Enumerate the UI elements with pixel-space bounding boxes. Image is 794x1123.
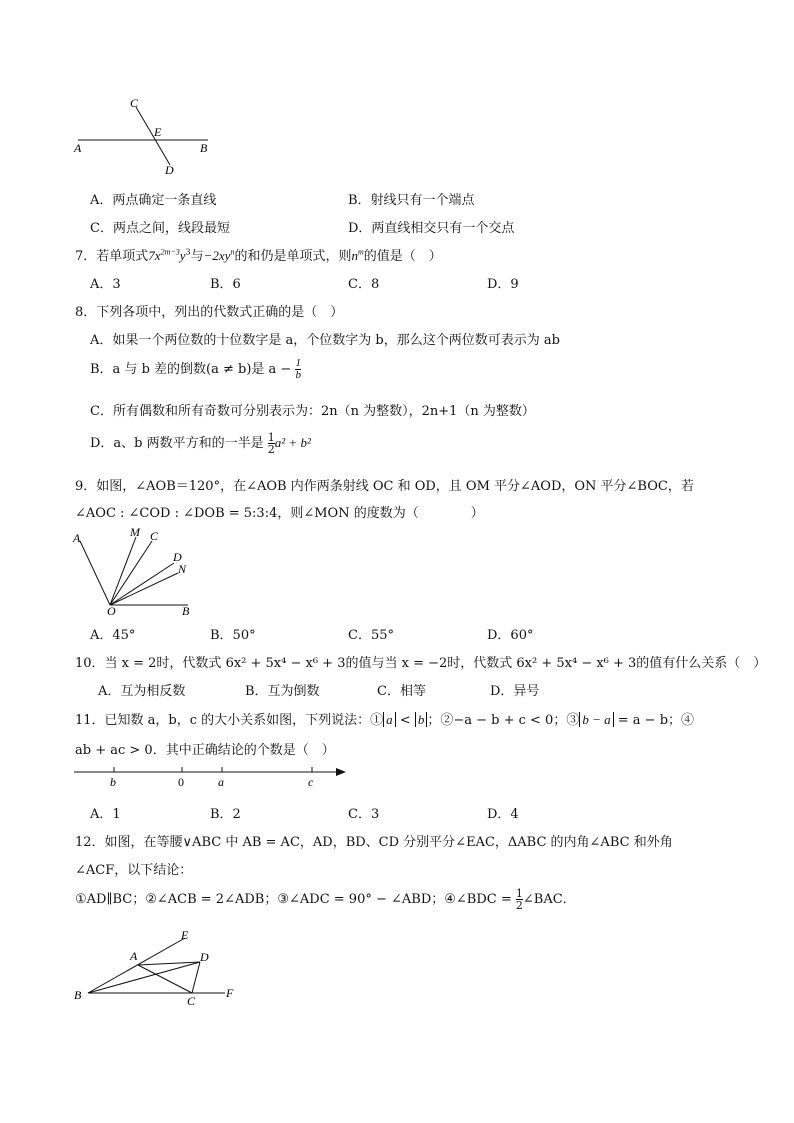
- q6-option-c: C．两点之间，线段最短: [90, 221, 230, 236]
- q7-option-d: D．9: [487, 277, 519, 292]
- figure-number-line: [70, 760, 355, 790]
- q9-option-c: C．55°: [348, 628, 394, 643]
- label-d: D: [165, 163, 174, 177]
- q10-stem: 10．当 x = 2时，代数式 6x² + 5x⁴ − x⁶ + 3的值与当 x = −2时，代数式 6x² + 5x⁴ − x⁶ + 3的值有什么关系（ ）: [75, 656, 767, 671]
- label-c: C: [187, 994, 196, 1008]
- q8-option-b: B．a 与 b 差的倒数(a ≠ b)是 a − $\frac{1}{b}$: [90, 357, 301, 381]
- q11-stem-line2: ab + ac > 0．其中正确结论的个数是（ ）: [75, 743, 335, 758]
- q7-option-c: C．8: [348, 277, 380, 292]
- q10-option-c: C．相等: [377, 684, 426, 699]
- q9-option-b: B．50°: [210, 628, 256, 643]
- q7-option-b: B．6: [210, 277, 241, 292]
- q8-d-fraction: $\frac{1}{2}$: [267, 431, 275, 456]
- q11-option-b: B．2: [210, 807, 241, 822]
- figure-angle-rays: [70, 525, 200, 617]
- q12-stem-line3: ①AD∥BC；②∠ACB = 2∠ADB；③∠ADC = 90° − ∠ABD；④∠BDC = $\frac{1}{2}$ ∠BAC．: [75, 887, 576, 912]
- label-c: c: [308, 775, 314, 789]
- label-o: O: [107, 604, 116, 617]
- q9-option-a: A．45°: [90, 628, 136, 643]
- label-m: M: [130, 525, 140, 539]
- q10-option-b: B．互为倒数: [245, 684, 320, 699]
- q8-option-a: A．如果一个两位数的十位数字是 a，个位数字为 b，那么这个两位数可表示为 ab: [90, 333, 560, 348]
- label-zero: 0: [178, 775, 184, 789]
- q11-option-d: D．4: [487, 807, 519, 822]
- figure-intersecting-lines: [70, 95, 220, 180]
- q6-option-b: B．射线只有一个端点: [348, 193, 475, 208]
- q8-option-d: D．a、b 两数平方和的一半是 $\frac{1}{2}$ a² + b²: [90, 431, 311, 456]
- label-e: E: [154, 125, 162, 139]
- q8-b-fraction: $\frac{1}{b}$: [295, 357, 301, 381]
- q9-option-d: D．60°: [487, 628, 534, 643]
- q7-option-a: A．3: [90, 277, 121, 292]
- q12-fraction: $\frac{1}{2}$: [515, 887, 523, 912]
- label-c: C: [130, 96, 139, 110]
- q9-stem-line2: ∠AOC : ∠COD : ∠DOB = 5:3:4，则∠MON 的度数为（ ）: [75, 506, 484, 521]
- label-d: D: [200, 950, 209, 964]
- q11-stem-line1: 11．已知数 a，b，c 的大小关系如图，下列说法：① a < b ；②−a − b + c < 0；③ b − a = a − b；④: [75, 712, 695, 728]
- label-a: A: [74, 141, 82, 155]
- q9-stem-line1: 9．如图，∠AOB＝120°，在∠AOB 内作两条射线 OC 和 OD，且 OM 平分∠AOD，ON 平分∠BOC，若: [75, 479, 694, 494]
- q10-option-a: A．互为相反数: [98, 684, 186, 699]
- label-d: D: [173, 550, 182, 564]
- q8-option-c: C．所有偶数和所有奇数可分别表示为：2n（n 为整数），2n+1（n 为整数）: [90, 404, 535, 419]
- q8-stem: 8．下列各项中，列出的代数式正确的是（ ）: [75, 305, 344, 320]
- label-c: C: [150, 529, 159, 543]
- q11-option-a: A．1: [90, 807, 121, 822]
- q6-option-d: D．两直线相交只有一个交点: [348, 221, 515, 236]
- q7-stem: 7．若单项式$7x^{2m-3}y^3$与$-2xy^n$的和仍是单项式，则$n^m$的值是（ ）: [75, 247, 442, 264]
- label-b: b: [110, 775, 116, 789]
- label-a: A: [130, 949, 138, 963]
- q12-stem-line2: ∠ACF，以下结论：: [75, 863, 193, 878]
- label-a: A: [73, 531, 81, 545]
- label-n: N: [178, 562, 187, 576]
- label-b: B: [74, 988, 82, 1002]
- label-b: B: [182, 604, 190, 617]
- label-e: E: [181, 928, 189, 942]
- q11-option-c: C．3: [348, 807, 380, 822]
- q10-option-d: D．异号: [490, 684, 540, 699]
- label-f: F: [226, 986, 234, 1000]
- q6-option-a: A．两点确定一条直线: [90, 193, 217, 208]
- label-b: B: [200, 141, 208, 155]
- label-a: a: [218, 775, 224, 789]
- figure-isosceles-triangle: [70, 928, 245, 1010]
- q12-stem-line1: 12．如图，在等腰∨ABC 中 AB = AC，AD，BD、CD 分别平分∠EAC，ΔABC 的内角∠ABC 和外角: [75, 835, 673, 850]
